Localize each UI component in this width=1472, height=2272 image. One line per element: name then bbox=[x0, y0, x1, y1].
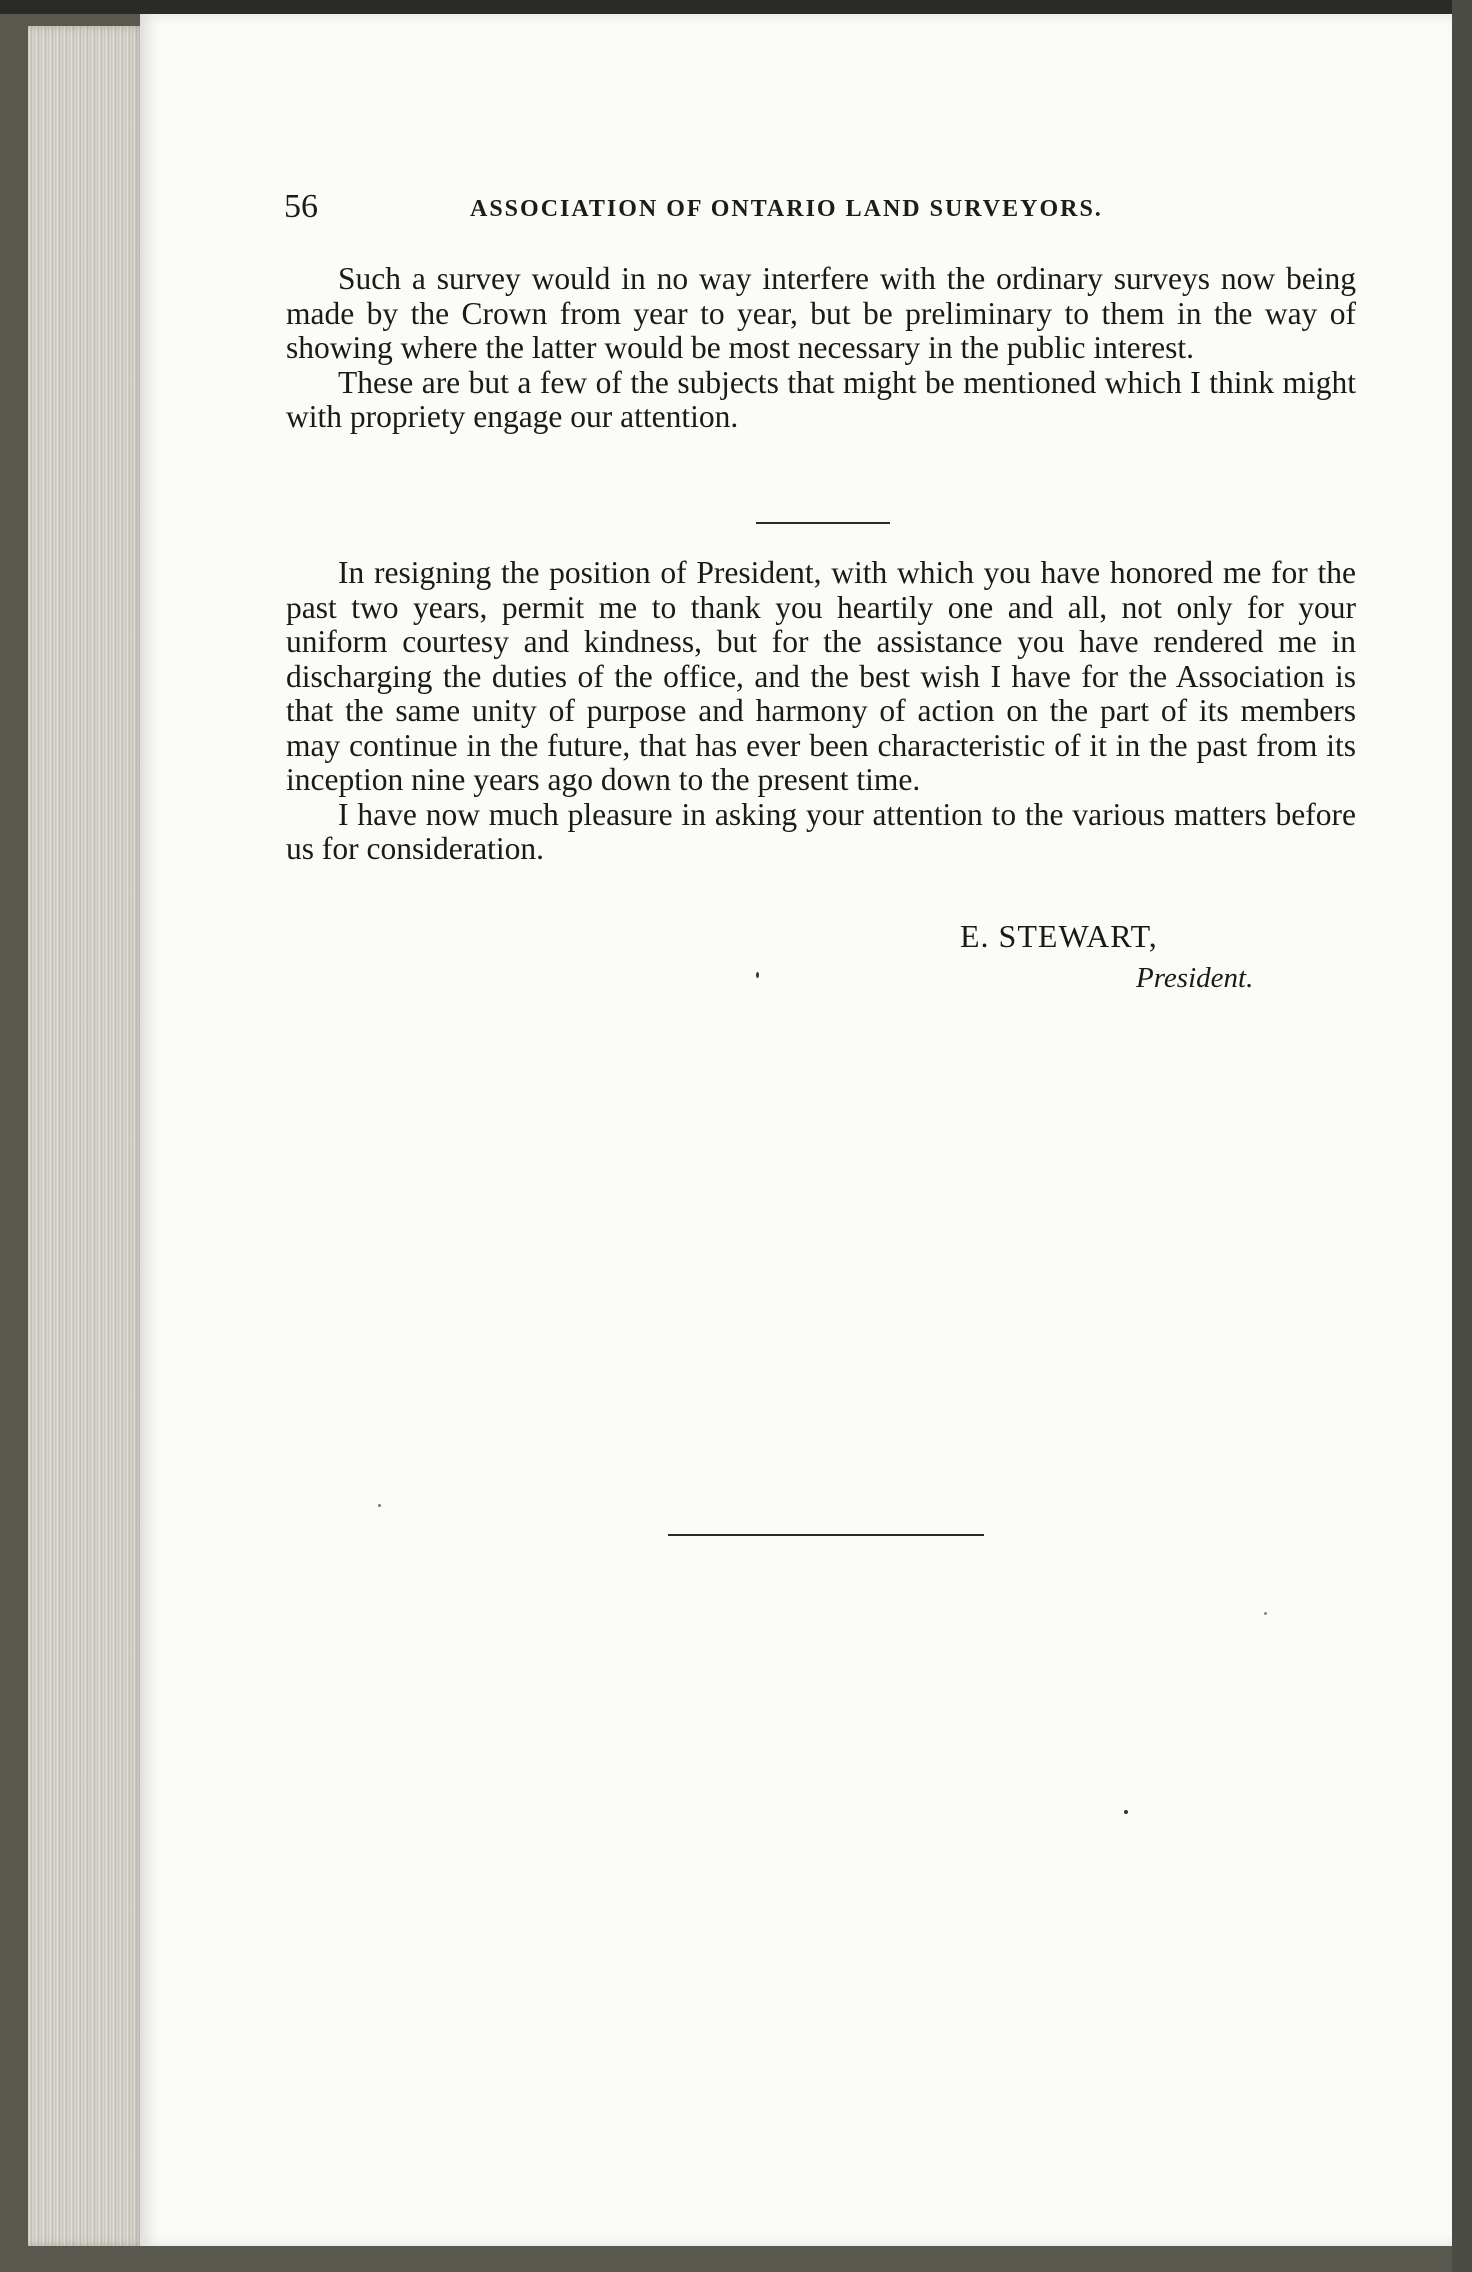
running-head-title: ASSOCIATION OF ONTARIO LAND SURVEYORS. bbox=[470, 196, 1103, 222]
signature-title: President. bbox=[1136, 962, 1254, 994]
ink-speck bbox=[1264, 1612, 1267, 1615]
ink-speck bbox=[1124, 1810, 1128, 1814]
scan-right-edge bbox=[1452, 0, 1472, 2272]
body-text-section-2 bbox=[286, 556, 1356, 867]
paragraph: Such a survey would in no way interfere with the ordinary surveys now being made by the Crown from year to year, but be preliminary to them in the way of showing where the latter would be most necessary in the public interest. bbox=[286, 261, 1356, 365]
running-head bbox=[284, 188, 1374, 236]
scan-top-edge bbox=[0, 0, 1472, 14]
ink-speck bbox=[756, 972, 759, 978]
section-divider-rule bbox=[756, 522, 890, 524]
signature-name: E. STEWART, bbox=[960, 918, 1158, 954]
body-text-section-1 bbox=[286, 262, 1356, 435]
page-number: 56 bbox=[284, 188, 318, 225]
paragraph: In resigning the position of President, with which you have honored me for the past two years, permit me to thank you heartily one and all, not only for your uniform courtesy and kindness, but for the assistance you have rendered me in discharging the duties of the office, and the best wish I have for the Association is that the same unity of purpose and harmony of action on the part of its members may continue in the future, that has ever been characteristic of it in the past from its inception nine years ago down to the present time. bbox=[286, 555, 1356, 797]
paragraph: I have now much pleasure in asking your attention to the various matters before us for consideration. bbox=[286, 796, 1356, 866]
end-rule bbox=[668, 1534, 984, 1536]
paragraph: These are but a few of the subjects that might be mentioned which I think might with propriety engage our attention. bbox=[286, 364, 1356, 434]
ink-speck bbox=[378, 1504, 381, 1507]
book-page-edges bbox=[28, 26, 146, 2246]
